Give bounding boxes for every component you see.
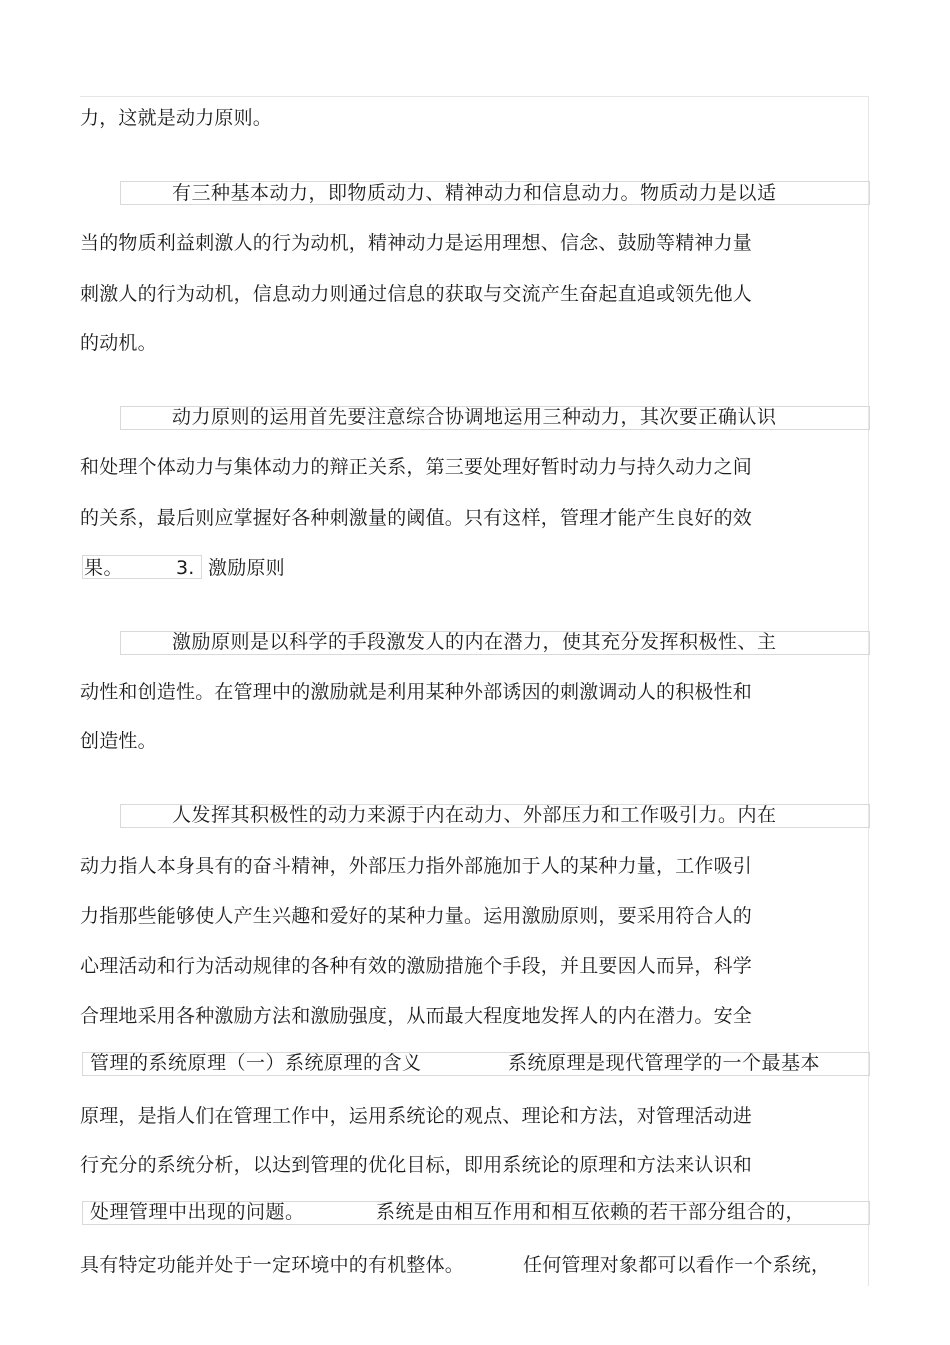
text-line: 的关系，最后则应掌握好各种刺激量的阈值。只有这样，管理才能产生良好的效 [80,507,753,529]
text-line: 动力原则的运用首先要注意综合协调地运用三种动力，其次要正确认识 [172,406,777,428]
text-line: 具有特定功能并处于一定环境中的有机整体。 [80,1254,465,1276]
text-line: 刺激人的行为动机，信息动力则通过信息的获取与交流产生奋起直追或领先他人 [80,283,753,305]
text-line: 原理，是指人们在管理工作中，运用系统论的观点、理论和方法，对管理活动进 [80,1105,753,1127]
section-heading: 激励原则 [208,557,285,579]
text-line: 行充分的系统分析，以达到管理的优化目标，即用系统论的原理和方法来认识和 [80,1154,753,1176]
text-line: 当的物质利益刺激人的行为动机，精神动力是运用理想、信念、鼓励等精神力量 [80,232,753,254]
page-frame-right [868,96,869,1286]
text-line: 力指那些能够使人产生兴趣和爱好的某种力量。运用激励原则，要采用符合人的 [80,905,753,927]
text-line: 激励原则是以科学的手段激发人的内在潜力，使其充分发挥积极性、主 [172,631,777,653]
text-line: 动性和创造性。在管理中的激励就是利用某种外部诱因的刺激调动人的积极性和 [80,681,753,703]
text-line: 人发挥其积极性的动力来源于内在动力、外部压力和工作吸引力。内在 [172,804,777,826]
text-line: 果。 [84,557,124,579]
text-line: 管理的系统原理（一）系统原理的含义 [90,1052,422,1074]
text-line: 合理地采用各种激励方法和激励强度，从而最大程度地发挥人的内在潜力。安全 [80,1005,753,1027]
text-line: 力，这就是动力原则。 [80,107,273,129]
text-line: 任何管理对象都可以看作一个系统， [523,1254,831,1276]
text-line: 处理管理中出现的问题。 [90,1201,305,1223]
text-line: 心理活动和行为活动规律的各种有效的激励措施个手段，并且要因人而异，科学 [80,955,753,977]
text-line: 系统是由相互作用和相互依赖的若干部分组合的， [376,1201,806,1223]
section-number: 3. [176,557,195,579]
text-line: 系统原理是现代管理学的一个最基本 [508,1052,821,1074]
page-frame-top [80,96,869,97]
text-line: 创造性。 [80,730,157,752]
text-line: 动力指人本身具有的奋斗精神，外部压力指外部施加于人的某种力量，工作吸引 [80,855,753,877]
text-line: 的动机。 [80,332,157,354]
text-line: 有三种基本动力，即物质动力、精神动力和信息动力。物质动力是以适 [172,182,777,204]
text-line: 和处理个体动力与集体动力的辩正关系，第三要处理好暂时动力与持久动力之间 [80,456,753,478]
